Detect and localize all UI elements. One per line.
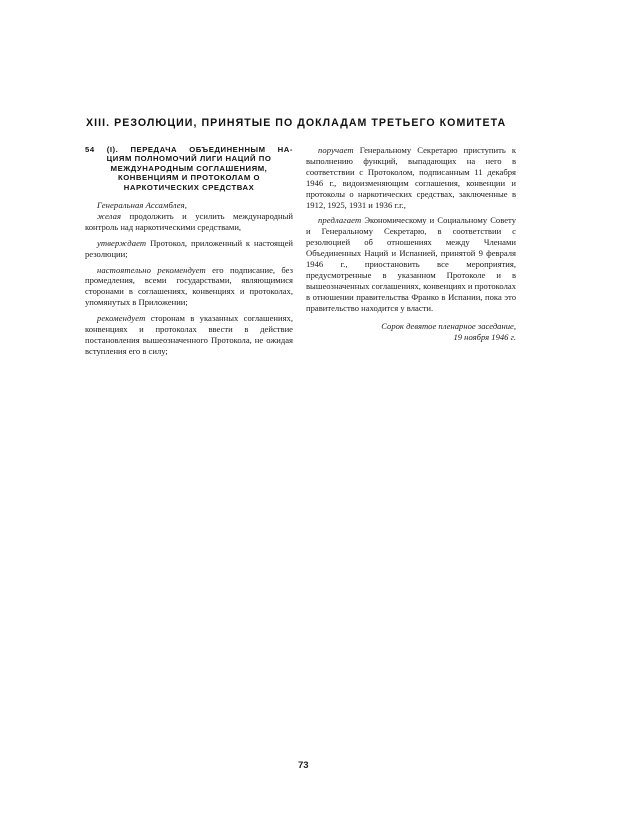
operative-paragraph [85, 211, 293, 233]
paragraph-text: сторонам в указанных соглашениях, конвенциях и протоколах ввести в действие постановления вышеозначенного Протокола, не ожидая вступления его в силу; [85, 313, 293, 356]
operative-paragraph [85, 265, 293, 309]
resolution-heading-line: 54 (I). ПЕРЕДАЧА ОБЪЕДИНЕННЫМ НА- [85, 145, 293, 154]
operative-paragraph [306, 145, 516, 210]
paragraph-text: продолжить и усилить международный контроль над наркотическими средствами, [85, 210, 293, 232]
resolution-heading [85, 145, 293, 192]
paragraph-lead: желая [97, 210, 122, 221]
paragraph-lead: настоятельно рекомендует [97, 264, 206, 275]
paragraph-lead: предлагает [318, 215, 362, 226]
operative-paragraph [85, 238, 293, 260]
operative-paragraph [85, 313, 293, 357]
paragraph-lead: рекомендует [97, 313, 146, 324]
resolution-heading-line: НАРКОТИЧЕСКИХ СРЕДСТВАХ [123, 182, 255, 192]
paragraph-text: Протокол, приложенный к настоящей резолюции; [85, 237, 293, 259]
meeting-date: 19 ноября 1946 г. [453, 331, 516, 342]
paragraph-lead: поручает [318, 145, 354, 155]
left-column [85, 145, 293, 362]
operative-paragraph [306, 215, 516, 313]
paragraph-text: Экономическому и Социальному Совету и Генеральному Секретарю, в соответствии с резолюцией об отношениях между Членами Объединенных Наций и Испанией, принятой 9 февраля 1946 г., приостановить все мероприятия, предусмотренные в указанном Протоколе и в вышеозначенных соглашениях, конвенциях и протоколах в отношении правительства Франко в Испании, пока это правительство находится у власти. [306, 215, 516, 313]
right-column [306, 145, 516, 343]
paragraph-lead: Генеральная Ассамблея, [97, 200, 188, 211]
resolution-heading-line: ЦИЯМ ПОЛНОМОЧИЙ ЛИГИ НАЦИЙ ПО [106, 154, 272, 164]
section-title: XIII. РЕЗОЛЮЦИИ, ПРИНЯТЫЕ ПО ДОКЛАДАМ ТРЕТЬЕГО КОМИТЕТА [86, 117, 507, 129]
page-number: 73 [298, 760, 309, 771]
resolution-heading-line: МЕЖДУНАРОДНЫМ СОГЛАШЕНИЯМ, [110, 163, 268, 173]
resolution-heading-line: КОНВЕНЦИЯМ И ПРОТОКОЛАМ О [117, 173, 261, 183]
preamble-paragraph [85, 200, 293, 211]
paragraph-text: его подписание, без промедления, всеми государствами, являющимися сторонами в соглашениях, конвенциях и протоколах, упомянутых в Приложении; [85, 264, 293, 308]
paragraph-lead: утверждает [97, 237, 147, 248]
paragraph-text: Генеральному Секретарю приступить к выполнению функций, выпадающих на него в соответствии с Протоколом, подписанным 11 декабря 1946 г., видоизменяющим соглашения, конвенции и протоколы о наркотических средствах, заключенные в 1912, 1925, 1931 и 1936 г.г., [306, 145, 516, 210]
meeting-name: Сорок девятое пленарное заседание, [381, 320, 516, 331]
meeting-signature [306, 321, 516, 343]
